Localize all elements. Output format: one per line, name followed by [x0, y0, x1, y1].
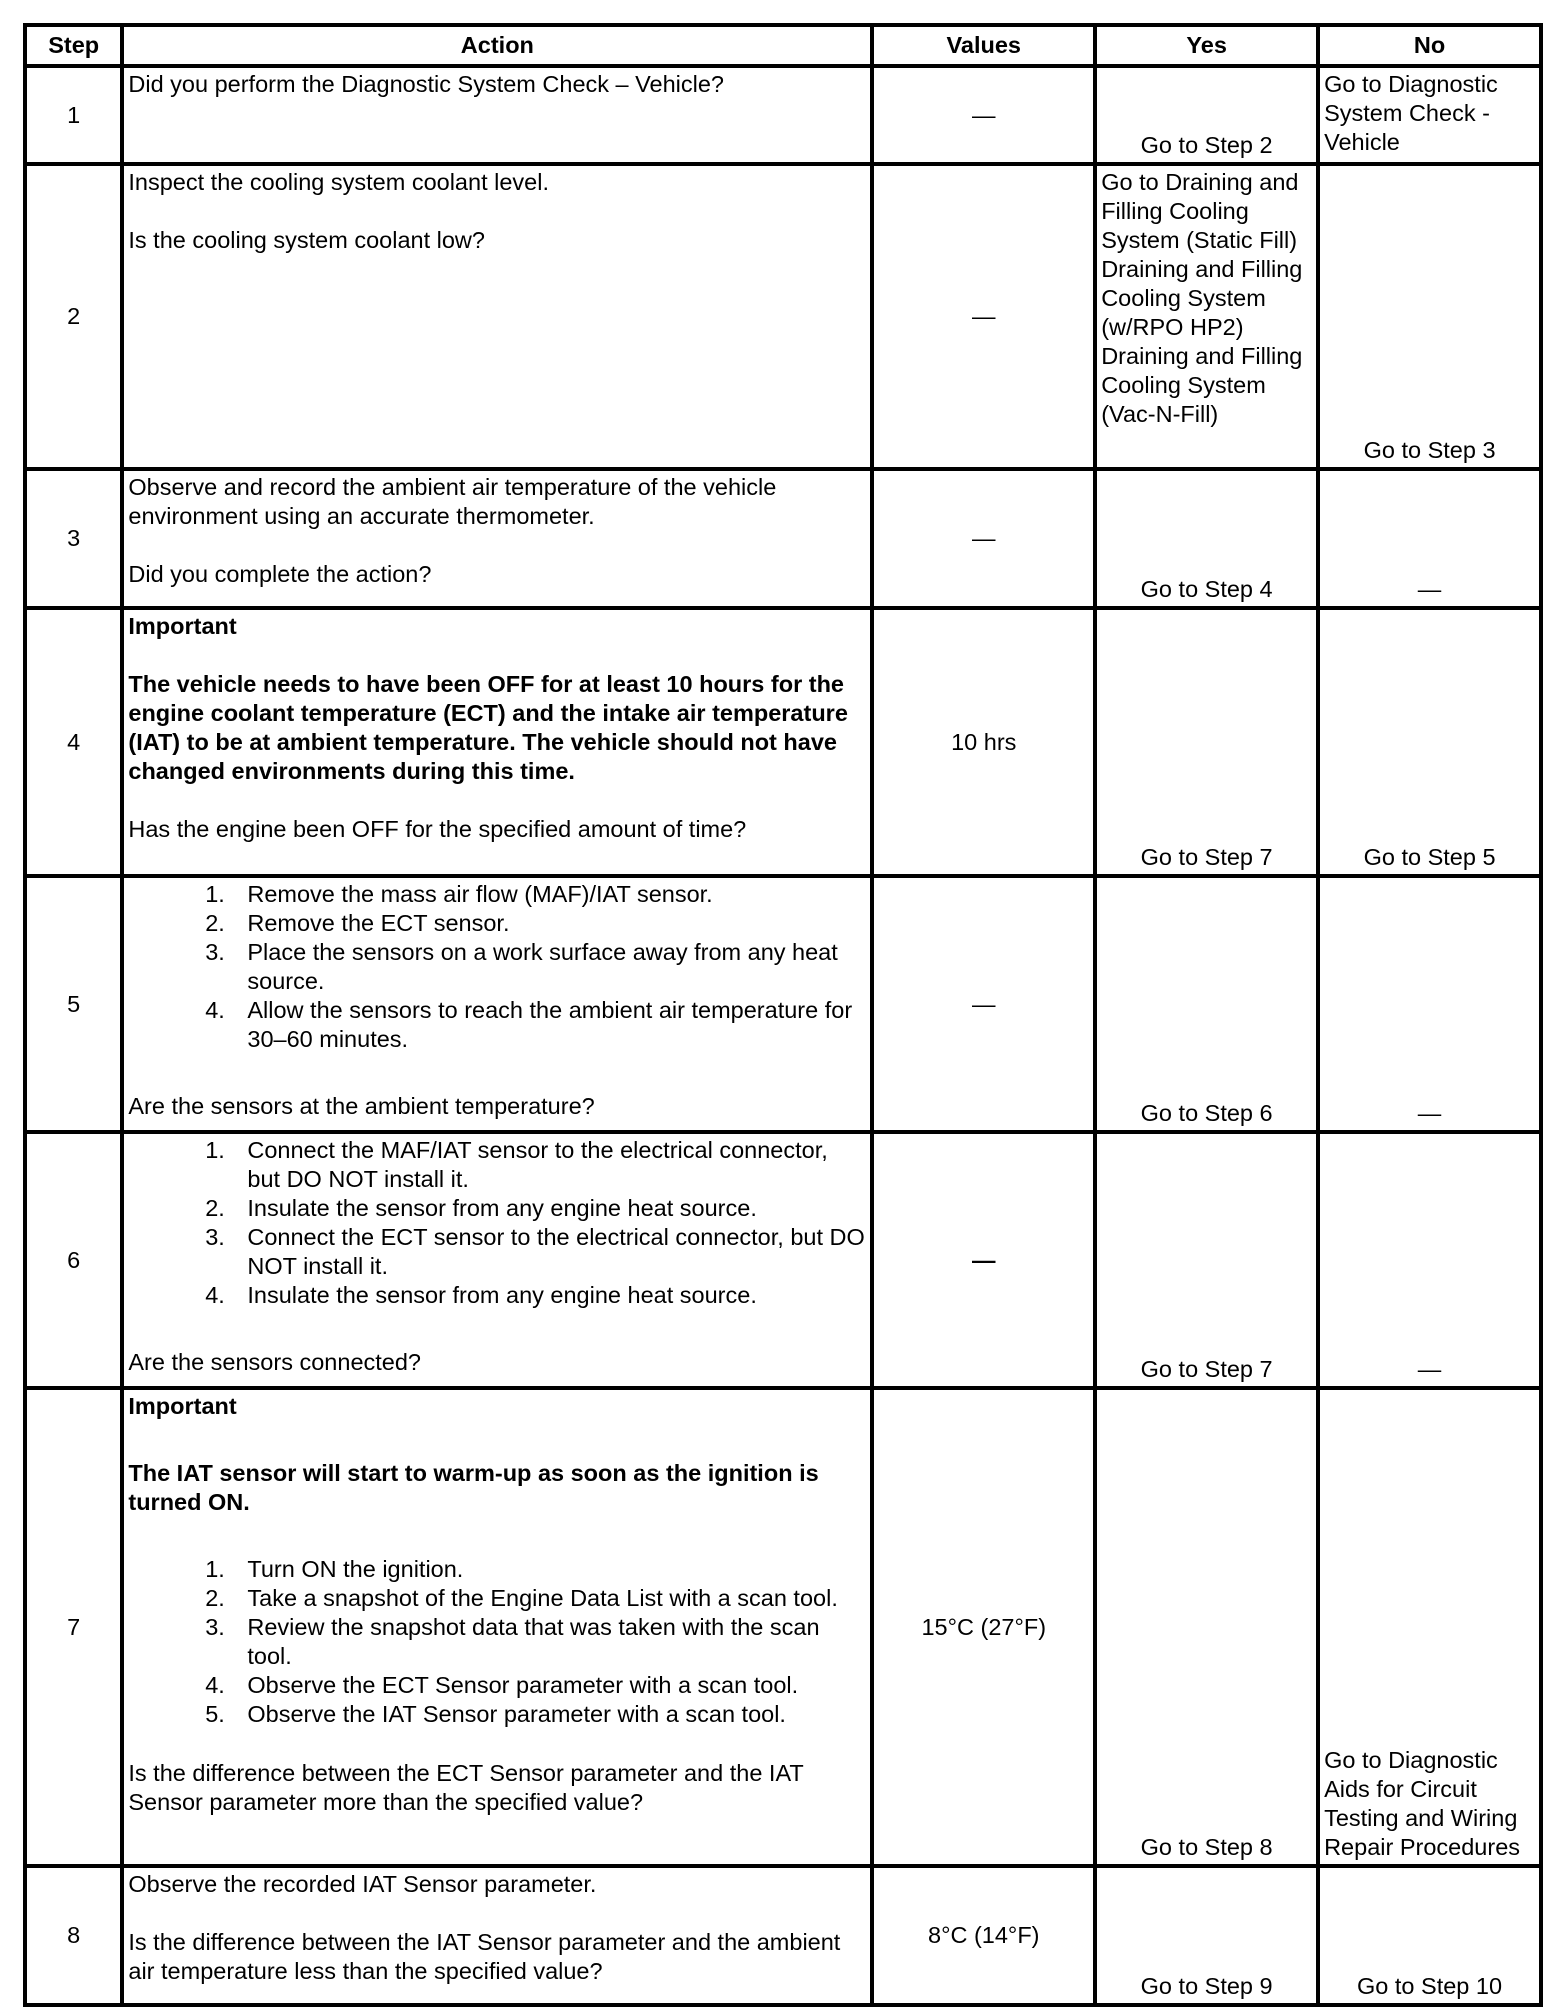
value-cell: 10 hrs: [872, 608, 1095, 876]
table-row: [25, 1132, 1541, 1388]
value-cell: —: [872, 164, 1095, 469]
list-item: 2. Remove the ECT sensor.: [231, 909, 866, 938]
no-cell: —: [1318, 469, 1541, 608]
step-number: 8: [25, 1866, 122, 2005]
step-number: 6: [25, 1132, 122, 1388]
list-item: 4. Allow the sensors to reach the ambient air temperature for 30–60 minutes.: [231, 996, 866, 1054]
value-cell: 15°C (27°F): [872, 1388, 1095, 1866]
step-number: 1: [25, 66, 122, 164]
action-text: Observe the recorded IAT Sensor parameter.: [128, 1871, 597, 1897]
important-text: The IAT sensor will start to warm-up as soon as the ignition is turned ON.: [128, 1460, 819, 1515]
value-cell: —: [872, 876, 1095, 1132]
value-cell: 8°C (14°F): [872, 1866, 1095, 2005]
action-question: Is the difference between the ECT Sensor parameter and the IAT Sensor parameter more than the specified value?: [128, 1760, 804, 1815]
list-item: 3. Place the sensors on a work surface away from any heat source.: [231, 938, 866, 996]
no-cell: Go to Diagnostic System Check - Vehicle: [1318, 66, 1541, 164]
list-item: 2. Insulate the sensor from any engine heat source.: [231, 1194, 866, 1223]
action-question: Are the sensors at the ambient temperature?: [128, 1093, 595, 1119]
action-cell: [122, 608, 872, 876]
list-item: 1. Remove the mass air flow (MAF)/IAT sensor.: [231, 880, 866, 909]
no-cell: Go to Step 5: [1318, 608, 1541, 876]
yes-cell: Go to Draining and Filling Cooling System (Static Fill) Draining and Filling Cooling System (w/RPO HP2) Draining and Filling Cooling System (Vac-N-Fill): [1095, 164, 1318, 469]
no-cell: Go to Step 3: [1318, 164, 1541, 469]
no-cell: Go to Step 10: [1318, 1866, 1541, 2005]
table-row: [25, 469, 1541, 608]
action-question: Is the cooling system coolant low?: [128, 227, 485, 253]
yes-cell: Go to Step 7: [1095, 608, 1318, 876]
no-cell: —: [1318, 876, 1541, 1132]
action-question: Has the engine been OFF for the specified amount of time?: [128, 816, 747, 842]
list-item: 2. Take a snapshot of the Engine Data List with a scan tool.: [231, 1584, 866, 1613]
action-cell: [122, 1132, 872, 1388]
header-action: Action: [122, 25, 872, 66]
list-item: 4. Insulate the sensor from any engine heat source.: [231, 1281, 866, 1310]
step-number: 5: [25, 876, 122, 1132]
yes-cell: Go to Step 2: [1095, 66, 1318, 164]
list-item: 1. Turn ON the ignition.: [231, 1555, 866, 1584]
action-cell: [122, 469, 872, 608]
header-values: Values: [872, 25, 1095, 66]
action-cell: [122, 66, 872, 164]
action-text: Inspect the cooling system coolant level.: [128, 169, 549, 195]
value-cell: —: [872, 469, 1095, 608]
action-question: Is the difference between the IAT Sensor parameter and the ambient air temperature less than the specified value?: [128, 1929, 841, 1984]
important-text: The vehicle needs to have been OFF for at least 10 hours for the engine coolant temperature (ECT) and the intake air temperature (IAT) to be at ambient temperature. The vehicle should not have changed environments during this time.: [128, 671, 848, 784]
step-number: 4: [25, 608, 122, 876]
header-row: [25, 25, 1541, 66]
table-row: [25, 66, 1541, 164]
important-label: Important: [128, 613, 237, 639]
header-no: No: [1318, 25, 1541, 66]
step-number: 3: [25, 469, 122, 608]
no-cell: —: [1318, 1132, 1541, 1388]
procedure-list: [128, 1555, 866, 1729]
yes-cell: Go to Step 6: [1095, 876, 1318, 1132]
procedure-list: [128, 880, 866, 1054]
value-cell: —: [872, 1132, 1095, 1388]
diagnostic-table: [23, 23, 1543, 2007]
yes-cell: Go to Step 7: [1095, 1132, 1318, 1388]
list-item: 1. Connect the MAF/IAT sensor to the electrical connector, but DO NOT install it.: [231, 1136, 866, 1194]
no-cell: Go to Diagnostic Aids for Circuit Testing and Wiring Repair Procedures: [1318, 1388, 1541, 1866]
yes-cell: Go to Step 8: [1095, 1388, 1318, 1866]
step-number: 2: [25, 164, 122, 469]
yes-cell: Go to Step 9: [1095, 1866, 1318, 2005]
action-cell: [122, 1388, 872, 1866]
action-cell: [122, 876, 872, 1132]
action-text: Did you perform the Diagnostic System Check – Vehicle?: [128, 71, 724, 97]
header-yes: Yes: [1095, 25, 1318, 66]
list-item: 4. Observe the ECT Sensor parameter with a scan tool.: [231, 1671, 866, 1700]
yes-cell: Go to Step 4: [1095, 469, 1318, 608]
table-row: [25, 1866, 1541, 2005]
action-question: Did you complete the action?: [128, 561, 432, 587]
action-question: Are the sensors connected?: [128, 1349, 422, 1375]
list-item: 3. Connect the ECT sensor to the electrical connector, but DO NOT install it.: [231, 1223, 866, 1281]
action-cell: [122, 1866, 872, 2005]
header-step: Step: [25, 25, 122, 66]
action-cell: [122, 164, 872, 469]
list-item: 3. Review the snapshot data that was taken with the scan tool.: [231, 1613, 866, 1671]
action-text: Observe and record the ambient air temperature of the vehicle environment using an accurate thermometer.: [128, 474, 777, 529]
procedure-list: [128, 1136, 866, 1310]
table-row: [25, 608, 1541, 876]
important-label: Important: [128, 1393, 237, 1419]
table-row: [25, 164, 1541, 469]
table-row: [25, 876, 1541, 1132]
table-row: [25, 1388, 1541, 1866]
step-number: 7: [25, 1388, 122, 1866]
list-item: 5. Observe the IAT Sensor parameter with a scan tool.: [231, 1700, 866, 1729]
value-cell: —: [872, 66, 1095, 164]
